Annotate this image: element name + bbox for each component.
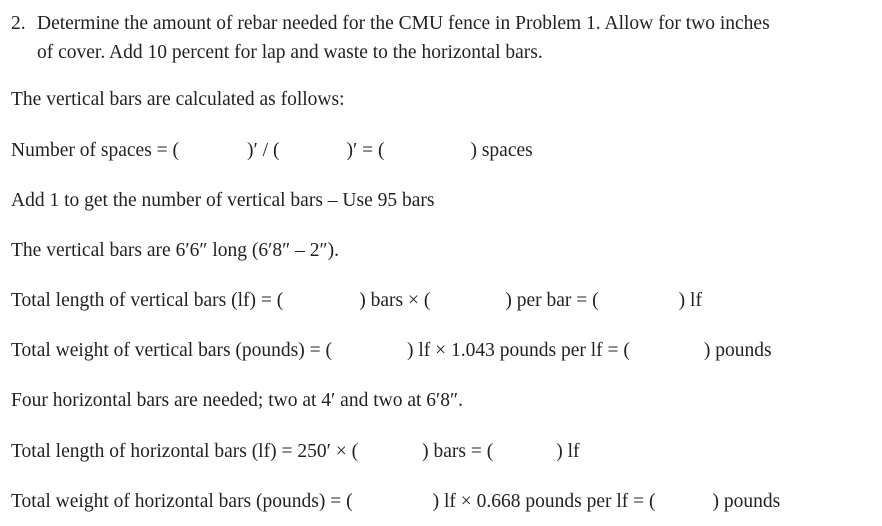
intro-text: The vertical bars are calculated as follows: bbox=[11, 89, 345, 110]
total-length-horizontal-line bbox=[11, 440, 580, 464]
tlv-bars: ) bars × ( bbox=[359, 290, 431, 311]
tlv-label: Total length of vertical bars (lf) = ( bbox=[11, 290, 284, 311]
problem-text-line-1: Determine the amount of rebar needed for the CMU fence in Problem 1. Allow for two inches bbox=[37, 13, 770, 34]
twv-label: Total weight of vertical bars (pounds) = ( bbox=[11, 340, 332, 361]
tlh-unit: ) lf bbox=[556, 441, 580, 462]
twh-rate: ) lf × 0.668 pounds per lf = ( bbox=[432, 491, 656, 512]
tlv-per-bar: ) per bar = ( bbox=[505, 290, 599, 311]
total-weight-horizontal-line bbox=[11, 490, 780, 514]
total-weight-vertical-line bbox=[11, 339, 772, 363]
tlh-label: Total length of horizontal bars (lf) = 250′ × ( bbox=[11, 441, 359, 462]
problem-line-1 bbox=[11, 12, 770, 36]
vertical-length-text: The vertical bars are 6′6″ long (6′8″ – 2″). bbox=[11, 240, 339, 261]
problem-line-2: of cover. Add 10 percent for lap and waste to the horizontal bars. bbox=[37, 42, 543, 63]
number-of-spaces-line bbox=[11, 139, 533, 163]
horizontal-needed-text: Four horizontal bars are needed; two at 4′ and two at 6′8″. bbox=[11, 390, 464, 411]
spaces-divide: )′ / ( bbox=[247, 140, 280, 161]
add-one-text: Add 1 to get the number of vertical bars – Use 95 bars bbox=[11, 190, 435, 211]
twh-label: Total weight of horizontal bars (pounds) = ( bbox=[11, 491, 353, 512]
spaces-unit: ) spaces bbox=[470, 140, 533, 161]
twh-unit: ) pounds bbox=[712, 491, 781, 512]
problem-number: 2. bbox=[11, 13, 26, 34]
tlh-bars: ) bars = ( bbox=[422, 441, 494, 462]
twv-rate: ) lf × 1.043 pounds per lf = ( bbox=[407, 340, 630, 361]
twv-unit: ) pounds bbox=[703, 340, 772, 361]
spaces-equals: )′ = ( bbox=[346, 140, 385, 161]
total-length-vertical-line bbox=[11, 289, 702, 313]
tlv-unit: ) lf bbox=[678, 290, 702, 311]
spaces-label: Number of spaces = ( bbox=[11, 140, 180, 161]
